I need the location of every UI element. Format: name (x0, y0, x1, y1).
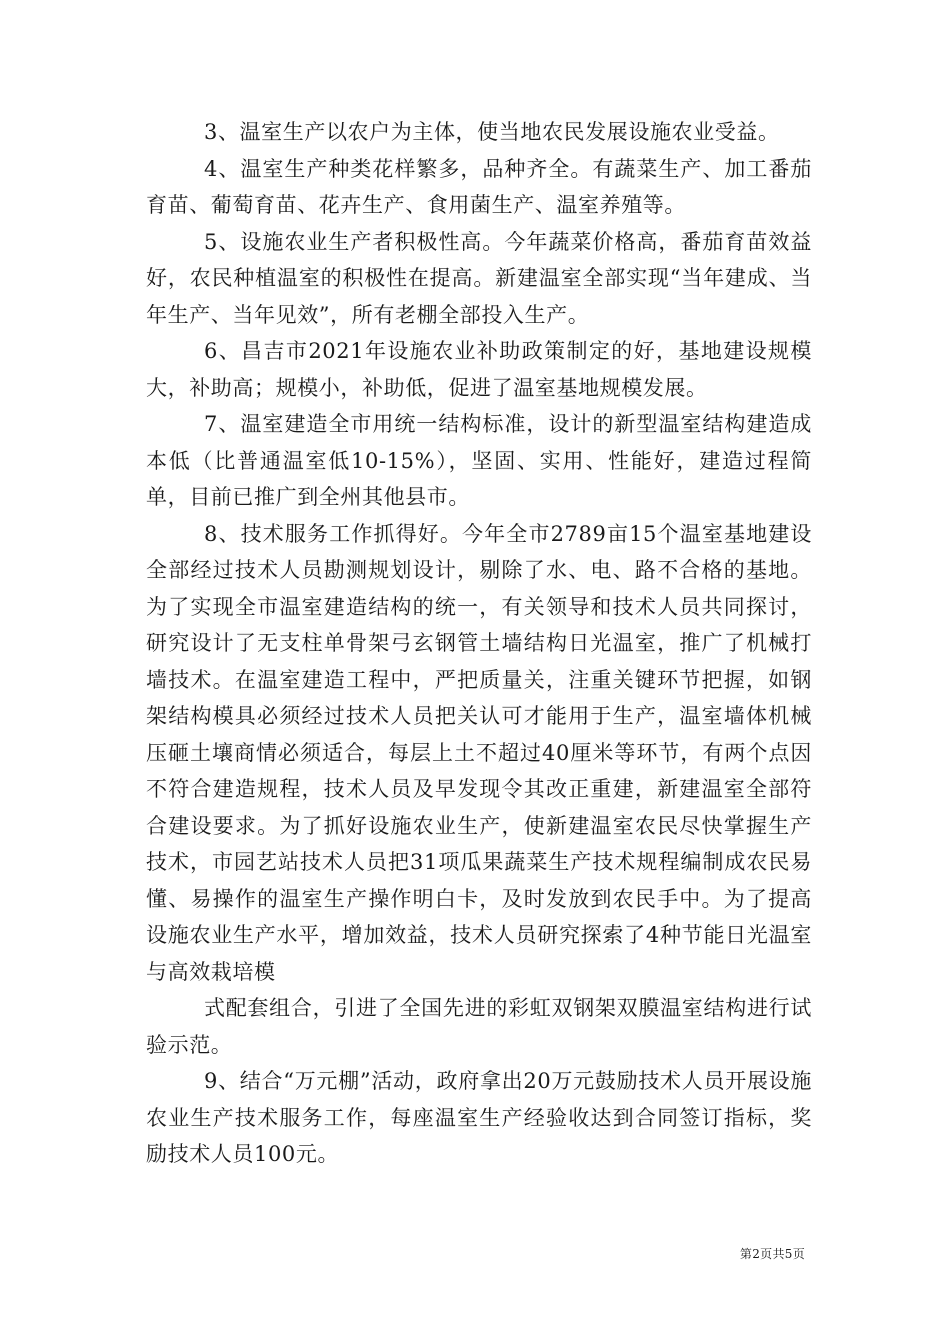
page-number-footer (740, 1245, 805, 1262)
paragraph-item-8: 8、技术服务工作抓得好。今年全市2789亩15个温室基地建设全部经过技术人员勘测规划设计，剔除了水、电、路不合格的基地。为了实现全市温室建造结构的统一，有关领导和技术人员共同探讨，研究设计了无支柱单骨架弓玄钢管土墙结构日光温室，推广了机械打墙技术。在温室建造工程中，严把质量关，注重关键环节把握，如钢架结构模具必须经过技术人员把关认可才能用于生产，温室墙体机械压砸土壤商情必须适合，每层上土不超过40厘米等环节，有两个点因不符合建造规程，技术人员及早发现令其改正重建，新建温室全部符合建设要求。为了抓好设施农业生产，使新建温室农民尽快掌握生产技术，市园艺站技术人员把31项瓜果蔬菜生产技术规程编制成农民易懂、易操作的温室生产操作明白卡，及时发放到农民手中。为了提高设施农业生产水平，增加效益，技术人员研究探索了4种节能日光温室与高效栽培模 (146, 521, 812, 984)
page-number-label: 第2页共5页 (739, 1247, 805, 1261)
paragraph-item-9: 9、结合“万元棚”活动，政府拿出20万元鼓励技术人员开展设施农业生产技术服务工作，每座温室生产经验收达到合同签订指标，奖励技术人员100元。 (146, 1069, 812, 1166)
paragraph-item-6: 6、昌吉市2021年设施农业补助政策制定的好，基地建设规模大，补助高；规模小，补助低，促进了温室基地规模发展。 (146, 339, 812, 400)
document-body (146, 114, 812, 1173)
paragraph-item-7: 7、温室建造全市用统一结构标准，设计的新型温室结构建造成本低（比普通温室低10-15%），坚固、实用、性能好，建造过程简单，目前已推广到全州其他县市。 (146, 412, 812, 509)
paragraph-item-4: 4、温室生产种类花样繁多，品种齐全。有蔬菜生产、加工番茄育苗、葡萄育苗、花卉生产、食用菌生产、温室养殖等。 (146, 156, 812, 217)
paragraph-item-5: 5、设施农业生产者积极性高。今年蔬菜价格高，番茄育苗效益好，农民种植温室的积极性在提高。新建温室全部实现“当年建成、当年生产、当年见效”，所有老棚全部投入生产。 (146, 229, 812, 327)
paragraph-item-8-continued: 式配套组合，引进了全国先进的彩虹双钢架双膜温室结构进行试验示范。 (146, 996, 812, 1057)
paragraph-item-3: 3、温室生产以农户为主体，使当地农民发展设施农业受益。 (204, 120, 780, 144)
